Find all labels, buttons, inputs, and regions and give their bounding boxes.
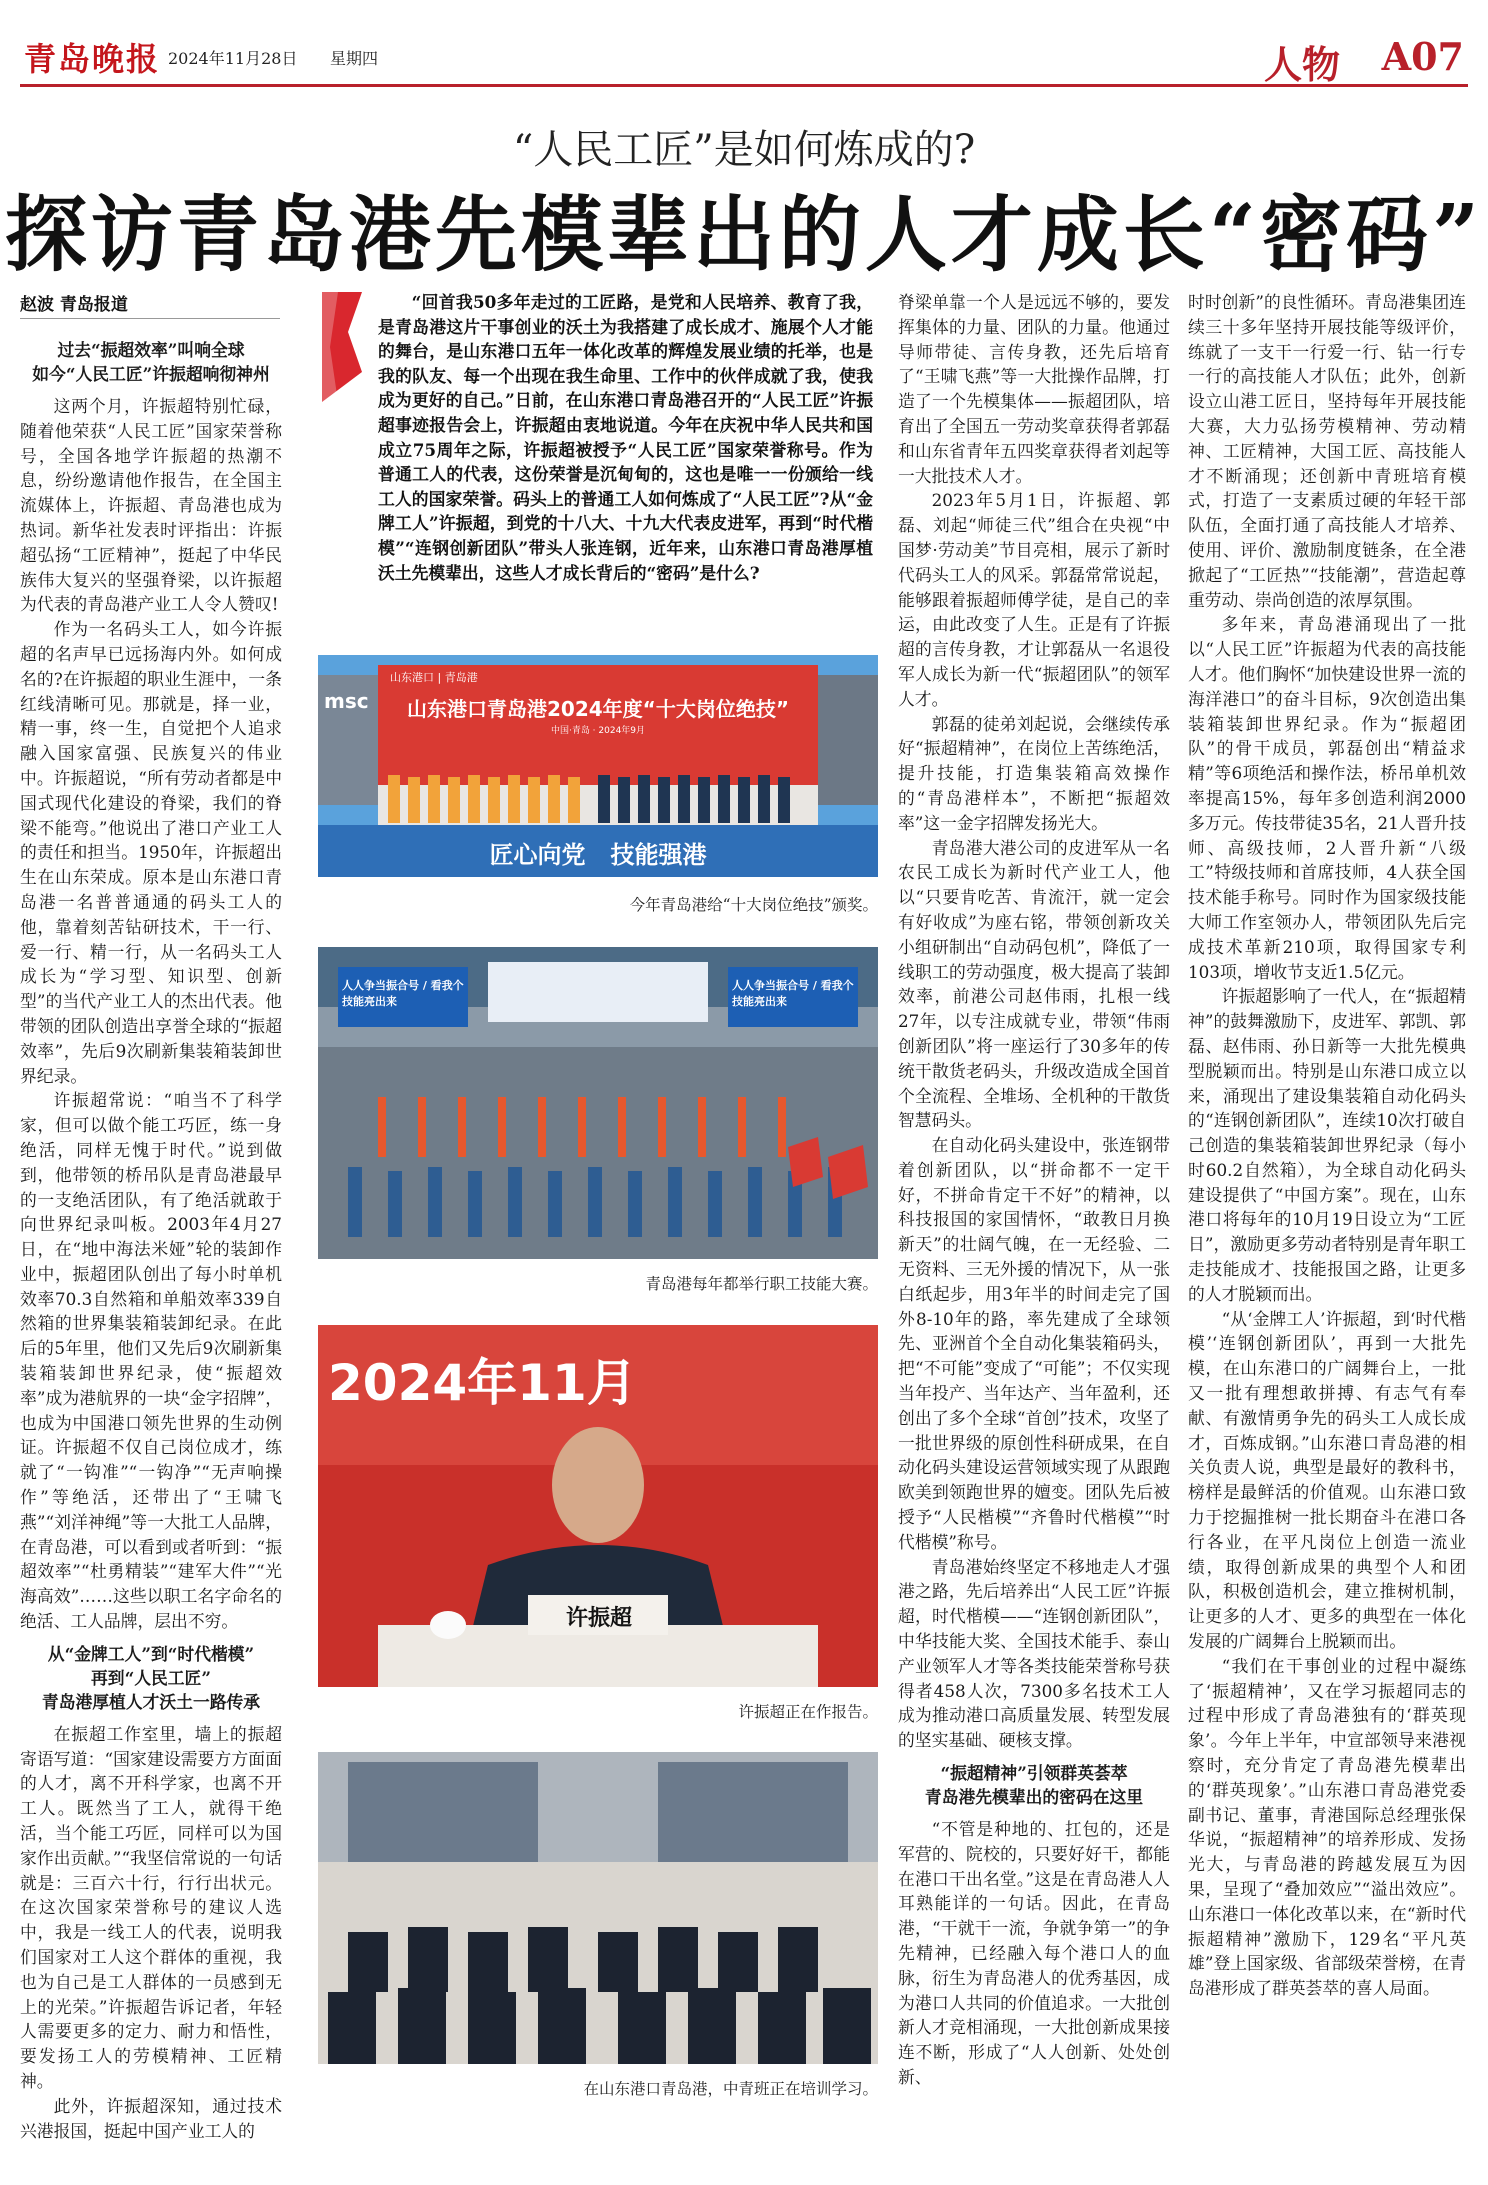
subheading-2-line-2: 再到“人民工匠” bbox=[91, 1667, 211, 1688]
article-kicker: “人民工匠”是如何炼成的? bbox=[512, 127, 976, 173]
subheading-2-line-3: 青岛港厚植人才沃土一路传承 bbox=[41, 1691, 261, 1712]
photo-stage-slogan: 匠心向党 技能强港 bbox=[489, 841, 707, 869]
photo-skills-contest-caption: 青岛港每年都举行职工技能大赛。 bbox=[645, 1275, 878, 1293]
photo-banner-subtitle: 中国·青岛 · 2024年9月 bbox=[550, 726, 646, 736]
column-4 bbox=[1188, 290, 1466, 2001]
subheading-1-line-2: 如今“人民工匠”许振超响彻神州 bbox=[32, 364, 270, 384]
section-name: 人物 bbox=[1263, 42, 1340, 87]
lead-text: “回首我50多年走过的工匠路，是党和人民培养、教育了我，是青岛港这片干事创业的沃土为我搭建了成长成才、施展个人才能的舞台，是山东港口五年一体化改革的辉煌发展业绩的托举，也是我的队友、每一个出现在我生命里、工作中的伙伴成就了我，使我成为更好的自己。”日前，在山东港口青岛港召开的“人民工匠”许振超事迹报告会上，许振超由衷地说道。今年在庆祝中华人民共和国成立75周年之际，许振超被授予“人民工匠”国家荣誉称号。作为普通工人的代表，这份荣誉是沉甸甸的，这也是唯一一份颁给一线工人的国家荣誉。码头上的普通工人如何炼成了“人民工匠”?从“金牌工人”许振超，到党的十八大、十九大代表皮进军，再到“时代楷模”“连钢创新团队”带头人张连钢，近年来，山东港口青岛港厚植沃土先模辈出，这些人才成长背后的“密码”是什么? bbox=[378, 292, 873, 583]
photo-logo: 山东港口 | 青岛港 bbox=[390, 671, 478, 684]
subheading-2-line-1: 从“金牌工人”到“时代楷模” bbox=[47, 1643, 255, 1664]
paragraph: 在振超工作室里，墙上的振超寄语写道：“国家建设需要方方面面的人才，离不开科学家，也离不开工人。既然当了工人，就得干绝活，当个能工巧匠，同样可以为国家作出贡献。”“我坚信常说的一句话就是：三百六十行，行行出状元。在这次国家荣誉称号的建议人选中，我是一线工人的代表，说明我们国家对工人这个群体的重视，我也为自己是工人群体的一员感到无上的光荣。”许振超告诉记者，年轻人需要更多的定力、耐力和悟性，要发扬工人的劳模精神、工匠精神。 bbox=[20, 1723, 282, 2091]
photo-training-class-image bbox=[318, 1752, 878, 2064]
photo-speaker bbox=[318, 1325, 878, 1687]
lead-flag-icon bbox=[318, 292, 366, 402]
paragraph: 这两个月，许振超特别忙碌，随着他荣获“人民工匠”国家荣誉称号，全国各地学许振超的热潮不息，纷纷邀请他作报告，在全国主流媒体上，许振超、青岛港也成为热词。新华社发表时评指出：许振超弘扬“工匠精神”，挺起了中华民族伟大复兴的坚强脊梁，以许振超为代表的青岛港产业工人令人赞叹! bbox=[20, 396, 282, 615]
photo-award-ceremony bbox=[318, 655, 878, 877]
paragraph: 青岛港大港公司的皮进军从一名农民工成长为新时代产业工人，他以“只要肯吃苦、肯流汗，就一定会有好收成”为座右铭，带领创新攻关小组研制出“自动码包机”，降低了一线职工的劳动强度，极大提高了装卸效率，前港公司赵伟雨，扎根一线27年，以专注成就专业，带领“伟雨创新团队”将一座运行了30多年的传统干散货老码头，升级改造成全国首个全流程、全堆场、全机种的干散货智慧码头。 bbox=[898, 837, 1170, 1131]
paragraph: 郭磊的徒弟刘起说，会继续传承好“振超精神”，在岗位上苦练绝活，提升技能，打造集装箱高效操作的“青岛港样本”，不断把“振超效率”这一金字招牌发扬光大。 bbox=[898, 713, 1170, 833]
photo-training-class-caption: 在山东港口青岛港，中青班正在培训学习。 bbox=[583, 2080, 878, 2098]
subheading-3 bbox=[898, 1761, 1170, 1809]
subheading-3-line-1: “振超精神”引领群英荟萃 bbox=[940, 1763, 1128, 1784]
photo-container-brand: msc bbox=[324, 689, 369, 713]
paragraph: “不管是种地的、扛包的，还是军营的、院校的，只要好好干，都能在港口干出名堂。”这是在青岛港人人耳熟能详的一句话。因此，在青岛港，“干就干一流，争就争第一”的争先精神，已经融入每个港口人的血脉，衍生为青岛港人的优秀基因，成为港口人共同的价值追求。一大批创新人才竞相涌现，一大批创新成果接连不断，形成了“人人创新、处处创新、 bbox=[898, 1819, 1170, 2087]
page-number: A07 bbox=[1381, 34, 1464, 79]
photo-banner-title: 山东港口青岛港2024年度“十大岗位绝技” bbox=[407, 697, 789, 721]
subheading-1-line-1: 过去“振超效率”叫响全球 bbox=[57, 340, 245, 360]
photo-speaker-caption: 许振超正在作报告。 bbox=[738, 1703, 878, 1721]
column-1 bbox=[20, 330, 282, 2143]
paragraph: 在自动化码头建设中，张连钢带着创新团队，以“拼命都不一定干好，不拼命肯定干不好”的精神，以科技报国的家国情怀，“敢教日月换新天”的壮阔气魄，在一无经验、二无资料、三无外援的情况下，从一张白纸起步，用3年半的时间走完了国外8-10年的路，率先建成了全球领先、亚洲首个全自动化集装箱码头，把“不可能”变成了“可能”；不仅实现当年投产、当年达产、当年盈利，还创出了多个全球“首创”技术，攻坚了一批世界级的原创性科研成果，在自动化码头建设运营领域实现了从跟跑欧美到领跑世界的嬗变。团队先后被授予“人民楷模”“齐鲁时代楷模”“时代楷模”称号。 bbox=[898, 1135, 1170, 1552]
paragraph: 时时创新”的良性循环。青岛港集团连续三十多年坚持开展技能等级评价，练就了一支干一行爱一行、钻一行专一行的高技能人才队伍；此外，创新设立山港工匠日，坚持每年开展技能大赛，大力弘扬劳模精神、劳动精神、工匠精神，大国工匠、高技能人才不断涌现；还创新中青班培育模式，打造了一支素质过硬的年轻干部队伍，全面打通了高技能人才培养、使用、评价、激励制度链条，在全港掀起了“工匠热”“技能潮”，营造起尊重劳动、崇尚创造的浓厚氛围。 bbox=[1188, 292, 1466, 610]
photo-skills-contest bbox=[318, 947, 878, 1259]
byline: 赵波 青岛报道 bbox=[20, 295, 128, 315]
photo-backdrop-text: 2024年11月 bbox=[328, 1354, 637, 1412]
photo-screen-left: 人人争当振合号 / 看我个技能亮出来 bbox=[342, 979, 464, 1008]
column-3 bbox=[898, 290, 1170, 2090]
paragraph: 许振超常说：“咱当不了科学家，但可以做个能工巧匠，练一身绝活，同样无愧于时代。”说到做到，他带领的桥吊队是青岛港最早的一支绝活团队，有了绝活就敢于向世界纪录叫板。2003年4月27日，在“地中海法米娅”轮的装卸作业中，振超团队创出了每小时单机效率70.3自然箱和单船效率339自然箱的世界集装箱装卸纪录。在此后的5年里，他们又先后9次刷新集装箱装卸世界纪录，使“振超效率”成为港航界的一块“金字招牌”，也成为中国港口领先世界的生动例证。许振超不仅自己岗位成才，练就了“一钩准”“一钩净”“无声响操作”等绝活，还带出了“王啸飞燕”“刘洋神绳”等一大批工人品牌，在青岛港，可以看到或者听到：“振超效率”“杜勇精装”“建军大件”“光海高效”……这些以职工名字命名的绝活、工人品牌，层出不穷。 bbox=[20, 1090, 282, 1632]
article-title: 探访青岛港先模辈出的人才成长“密码” bbox=[4, 187, 1484, 283]
page-header bbox=[20, 28, 1468, 87]
paragraph: 脊梁单靠一个人是远远不够的，要发挥集体的力量、团队的力量。他通过导师带徒、言传身教，还先后培育了“王啸飞燕”等一大批操作品牌，打造了一个先模集体——振超团队，培育出了全国五一劳动奖章获得者郭磊和山东省青年五四奖章获得者刘起等一大批技术人才。 bbox=[898, 292, 1170, 486]
photo-screen-right: 人人争当振合号 / 看我个技能亮出来 bbox=[732, 979, 854, 1008]
paragraph: “从‘金牌工人’许振超，到‘时代楷模’‘连钢创新团队’，再到一大批先模，在山东港口的广阔舞台上，一批又一批有理想敢拼搏、有志气有奉献、有激情勇争先的码头工人成长成才，百炼成钢。”山东港口青岛港的相关负责人说，典型是最好的教科书，榜样是最鲜活的价值观。山东港口致力于挖掘推树一批长期奋斗在港口各行各业，在平凡岗位上创造一流业绩，取得创新成果的典型个人和团队，积极创造机会，建立推树机制，让更多的人才、更多的典型在一体化发展的广阔舞台上脱颖而出。 bbox=[1188, 1308, 1466, 1652]
article-lead bbox=[378, 290, 873, 585]
issue-date: 2024年11月28日 bbox=[168, 49, 298, 68]
subheading-2 bbox=[20, 1642, 282, 1714]
paragraph: 许振超影响了一代人，在“振超精神”的鼓舞激励下，皮进军、郭凯、郭磊、赵伟雨、孙日新等一大批先模典型脱颖而出。特别是山东港口成立以来，涌现出了建设集装箱自动化码头的“连钢创新团队”，连续10次打破自己创造的集装箱装卸世界纪录（每小时60.2自然箱），为全球自动化码头建设提供了“中国方案”。现在，山东港口将每年的10月19日设立为“工匠日”，激励更多劳动者特别是青年职工走技能成才、技能报国之路，让更多的人才脱颖而出。 bbox=[1188, 986, 1466, 1304]
subheading-1 bbox=[20, 338, 282, 386]
photo-name-card: 许振超 bbox=[565, 1605, 632, 1631]
byline-divider bbox=[20, 318, 280, 319]
photo-training-class bbox=[318, 1752, 878, 2064]
subheading-3-line-2: 青岛港先模辈出的密码在这里 bbox=[924, 1787, 1144, 1808]
masthead-logo: 青岛晚报 bbox=[24, 40, 161, 78]
issue-weekday: 星期四 bbox=[330, 49, 379, 68]
paragraph: 2023年5月1日，许振超、郭磊、刘起“师徒三代”组合在央视“中国梦·劳动美”节目亮相，展示了新时代码头工人的风采。郭磊常常说起，能够跟着振超师傅学徒，是自己的幸运，由此改变了人生。正是有了许振超的言传身教，才让郭磊从一名退役军人成长为新一代“振超团队”的领军人才。 bbox=[898, 490, 1170, 709]
paragraph: 此外，许振超深知，通过技术兴港报国，挺起中国产业工人的 bbox=[20, 2095, 282, 2141]
paragraph: 作为一名码头工人，如今许振超的名声早已远扬海内外。如何成名的?在许振超的职业生涯中，一条红线清晰可见。那就是，择一业，精一事，终一生，自觉把个人追求融入国家富强、民族复兴的伟业中。许振超说，“所有劳动者都是中国式现代化建设的脊梁，我们的脊梁不能弯。”他说出了港口产业工人的责任和担当。1950年，许振超出生在山东荣成。原本是山东港口青岛港一名普普通通的码头工人的他，靠着刻苦钻研技术，干一行、爱一行、精一行，从一名码头工人成长为“学习型、知识型、创新型”的当代产业工人的杰出代表。他带领的团队创造出享誉全球的“振超效率”，先后9次刷新集装箱装卸世界纪录。 bbox=[20, 619, 282, 1086]
photo-award-ceremony-caption: 今年青岛港给“十大岗位绝技”颁奖。 bbox=[629, 896, 878, 914]
paragraph: 青岛港始终坚定不移地走人才强港之路，先后培养出“人民工匠”许振超，时代楷模——“连钢创新团队”，中华技能大奖、全国技术能手、泰山产业领军人才等各类技能荣誉称号获得者458人次，7300多名技术工人成为推动港口高质量发展、转型发展的坚实基础、硬核支撑。 bbox=[898, 1556, 1170, 1751]
paragraph: “我们在干事创业的过程中凝练了‘振超精神’，又在学习振超同志的过程中形成了青岛港独有的‘群英现象’。今年上半年，中宣部领导来港视察时，充分肯定了青岛港先模辈出的‘群英现象’。”山东港口青岛港党委副书记、董事，青港国际总经理张保华说，“振超精神”的培养形成、发扬光大，与青岛港的跨越发展互为因果，呈现了“叠加效应”“溢出效应”。山东港口一体化改革以来，在“新时代振超精神”激励下，129名“平凡英雄”登上国家级、省部级荣誉榜，在青岛港形成了群英荟萃的喜人局面。 bbox=[1188, 1655, 1466, 1999]
paragraph: 多年来，青岛港涌现出了一批以“人民工匠”许振超为代表的高技能人才。他们胸怀“加快建设世界一流的海洋港口”的奋斗目标，9次创造出集装箱装卸世界纪录。作为“振超团队”的骨干成员，郭磊创出“精益求精”等6项绝活和操作法，桥吊单机效率提高15%，每年多创造利润2000多万元。传技带徒35名，21人晋升技师、高级技师，2人晋升新“八级工”特级技师和首席技师，4人获全国技术能手称号。同时作为国家级技能大师工作室领办人，带领团队先后完成技术革新210项，取得国家专利103项，增收节支近1.5亿元。 bbox=[1188, 614, 1466, 982]
